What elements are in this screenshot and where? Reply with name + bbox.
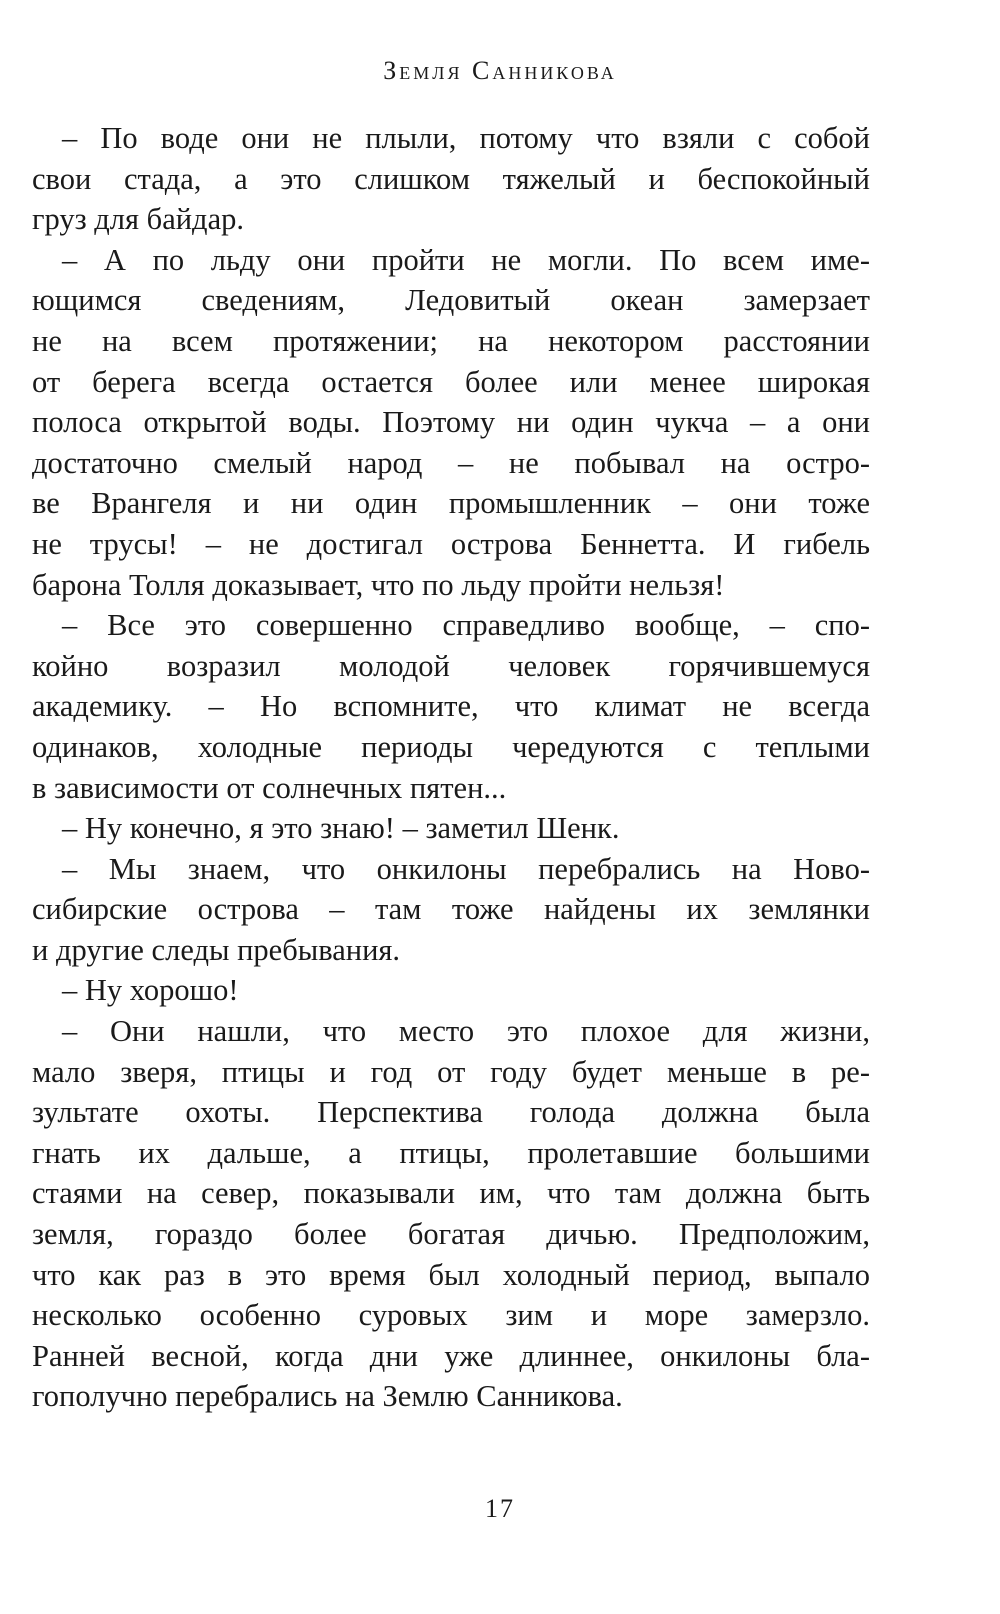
text-line: достаточно смелый народ – не побывал на остро- (32, 445, 870, 480)
text-line: ющимся сведениям, Ледовитый океан замерзает (32, 283, 870, 318)
text-line: стаями на север, показывали им, что там должна быть (32, 1176, 870, 1211)
text-line: академику. – Но вспомните, что климат не всегда (32, 689, 870, 724)
text-line: не трусы! – не достигал острова Беннетта. И гибель (32, 526, 870, 561)
text-line: – А по льду они пройти не могли. По всем име- (62, 242, 870, 277)
text-line: Ранней весной, когда дни уже длиннее, онкилоны бла- (32, 1338, 870, 1373)
text-line: гополучно перебрались на Землю Санникова. (32, 1379, 623, 1414)
running-head: Земля Санникова (383, 56, 617, 85)
body-text (32, 118, 870, 1417)
text-line: не на всем протяжении; на некотором расстоянии (32, 323, 870, 358)
text-line: свои стада, а это слишком тяжелый и беспокойный (32, 161, 870, 196)
text-line: – Они нашли, что место это плохое для жизни, (62, 1014, 870, 1049)
text-line: в зависимости от солнечных пятен... (32, 770, 507, 805)
text-line: одинаков, холодные периоды чередуются с теплыми (32, 729, 870, 764)
text-line: ве Врангеля и ни один промышленник – они тоже (32, 486, 870, 521)
text-line: мало зверя, птицы и год от году будет меньше в ре- (32, 1054, 870, 1089)
text-line: полоса открытой воды. Поэтому ни один чукча – а они (32, 405, 870, 440)
text-line: что как раз в это время был холодный период, выпало (32, 1257, 870, 1292)
text-line: и другие следы пребывания. (32, 932, 401, 967)
text-line: от берега всегда остается более или менее широкая (32, 364, 870, 399)
text-line: койно возразил молодой человек горячившемуся (32, 648, 870, 683)
text-line: гнать их дальше, а птицы, пролетавшие большими (32, 1135, 870, 1170)
text-line: – Ну хорошо! (62, 973, 239, 1008)
text-line: зультате охоты. Перспектива голода должна была (32, 1095, 870, 1130)
text-line: груз для байдар. (32, 202, 244, 237)
text-line: – По воде они не плыли, потому что взяли с собой (62, 121, 870, 155)
text-line: сибирские острова – там тоже найдены их землянки (32, 892, 870, 927)
text-line: земля, гораздо более богатая дичью. Предположим, (32, 1217, 870, 1252)
text-line: – Ну конечно, я это знаю! – заметил Шенк. (62, 811, 620, 846)
text-line: несколько особенно суровых зим и море замерзло. (32, 1298, 870, 1333)
page-number: 17 (485, 1494, 515, 1523)
text-line: барона Толля доказывает, что по льду пройти нельзя! (32, 567, 725, 602)
text-line: – Все это совершенно справедливо вообще, – спо- (62, 608, 870, 643)
text-line: – Мы знаем, что онкилоны перебрались на Ново- (62, 851, 870, 886)
